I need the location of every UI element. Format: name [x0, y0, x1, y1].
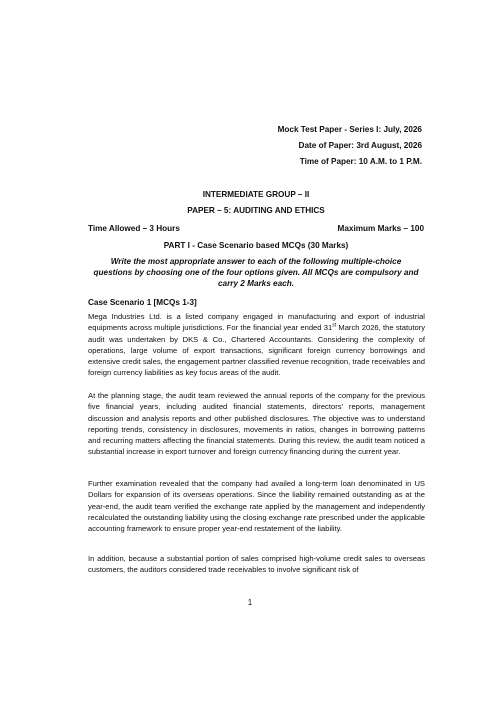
part-heading: PART I - Case Scenario based MCQs (30 Marks): [163, 241, 349, 250]
paragraph-4: [88, 553, 425, 576]
paragraph-3-text: Further examination revealed that the company had availed a long-term loan denominated in US Dollars for expansion of its overseas operations. Since the liability remained outstanding as at the year-end, the audit team verified the exchange rate applied by the management and independently recalculated the outstanding liability using the closing exchange rate prescribed under the applicable accounting framework to ensure proper year-end restatement of the liability.: [88, 479, 425, 534]
ordinal-suffix: st: [332, 322, 337, 329]
exam-group: INTERMEDIATE GROUP – II: [202, 190, 310, 199]
paragraph-3: [88, 478, 425, 534]
time-allowed: Time Allowed – 3 Hours: [88, 224, 180, 233]
paragraph-1-end: March 2026, the statutory audit was undertaken by DKS & Co., Chartered Accountants. Considering the complexity of operations, large volume of export transactions, significant foreign currency borrowings and extensive credit sales, the engagement partner classified revenue recognition, trade receivables and foreign currency liabilities as key focus areas of the audit.: [88, 323, 425, 378]
header-date: Date of Paper: 3rd August, 2026: [298, 141, 422, 150]
case-heading: Case Scenario 1 [MCQs 1-3]: [88, 298, 197, 307]
paragraph-1: [88, 311, 425, 379]
instructions: Write the most appropriate answer to each of the following multiple-choice questions by choosing one of the four options given. All MCQs are compulsory and carry 2 Marks each.: [93, 257, 419, 289]
paper-title: PAPER – 5: AUDITING AND ETHICS: [187, 206, 325, 215]
header-time: Time of Paper: 10 A.M. to 1 P.M.: [299, 157, 422, 166]
paragraph-4-text: In addition, because a substantial portion of sales comprised high-volume credit sales to overseas customers, the auditors considered trade receivables to involve significant risk of: [88, 554, 425, 575]
page-number: 1: [247, 598, 253, 607]
paragraph-1-start: Mega Industries Ltd. is a listed company engaged in manufacturing and export of industrial equipments across multiple jurisdictions. For the financial year ended 31: [88, 312, 425, 333]
header-series: Mock Test Paper - Series I: July, 2026: [277, 125, 422, 134]
time-marks-row: [88, 224, 424, 233]
paragraph-2-text: At the planning stage, the audit team reviewed the annual reports of the company for the previous five financial years, including audited financial statements, directors’ reports, management discussion and analysis reports and other published disclosures. The objective was to understand reporting trends, consistency in disclosures, movements in ratios, changes in borrowing patterns and recurring matters affecting the financial statements. During this review, the audit team noticed a substantial increase in export turnover and foreign currency financing during the current year.: [88, 391, 425, 457]
maximum-marks: Maximum Marks – 100: [337, 224, 424, 233]
paragraph-2: [88, 390, 425, 458]
